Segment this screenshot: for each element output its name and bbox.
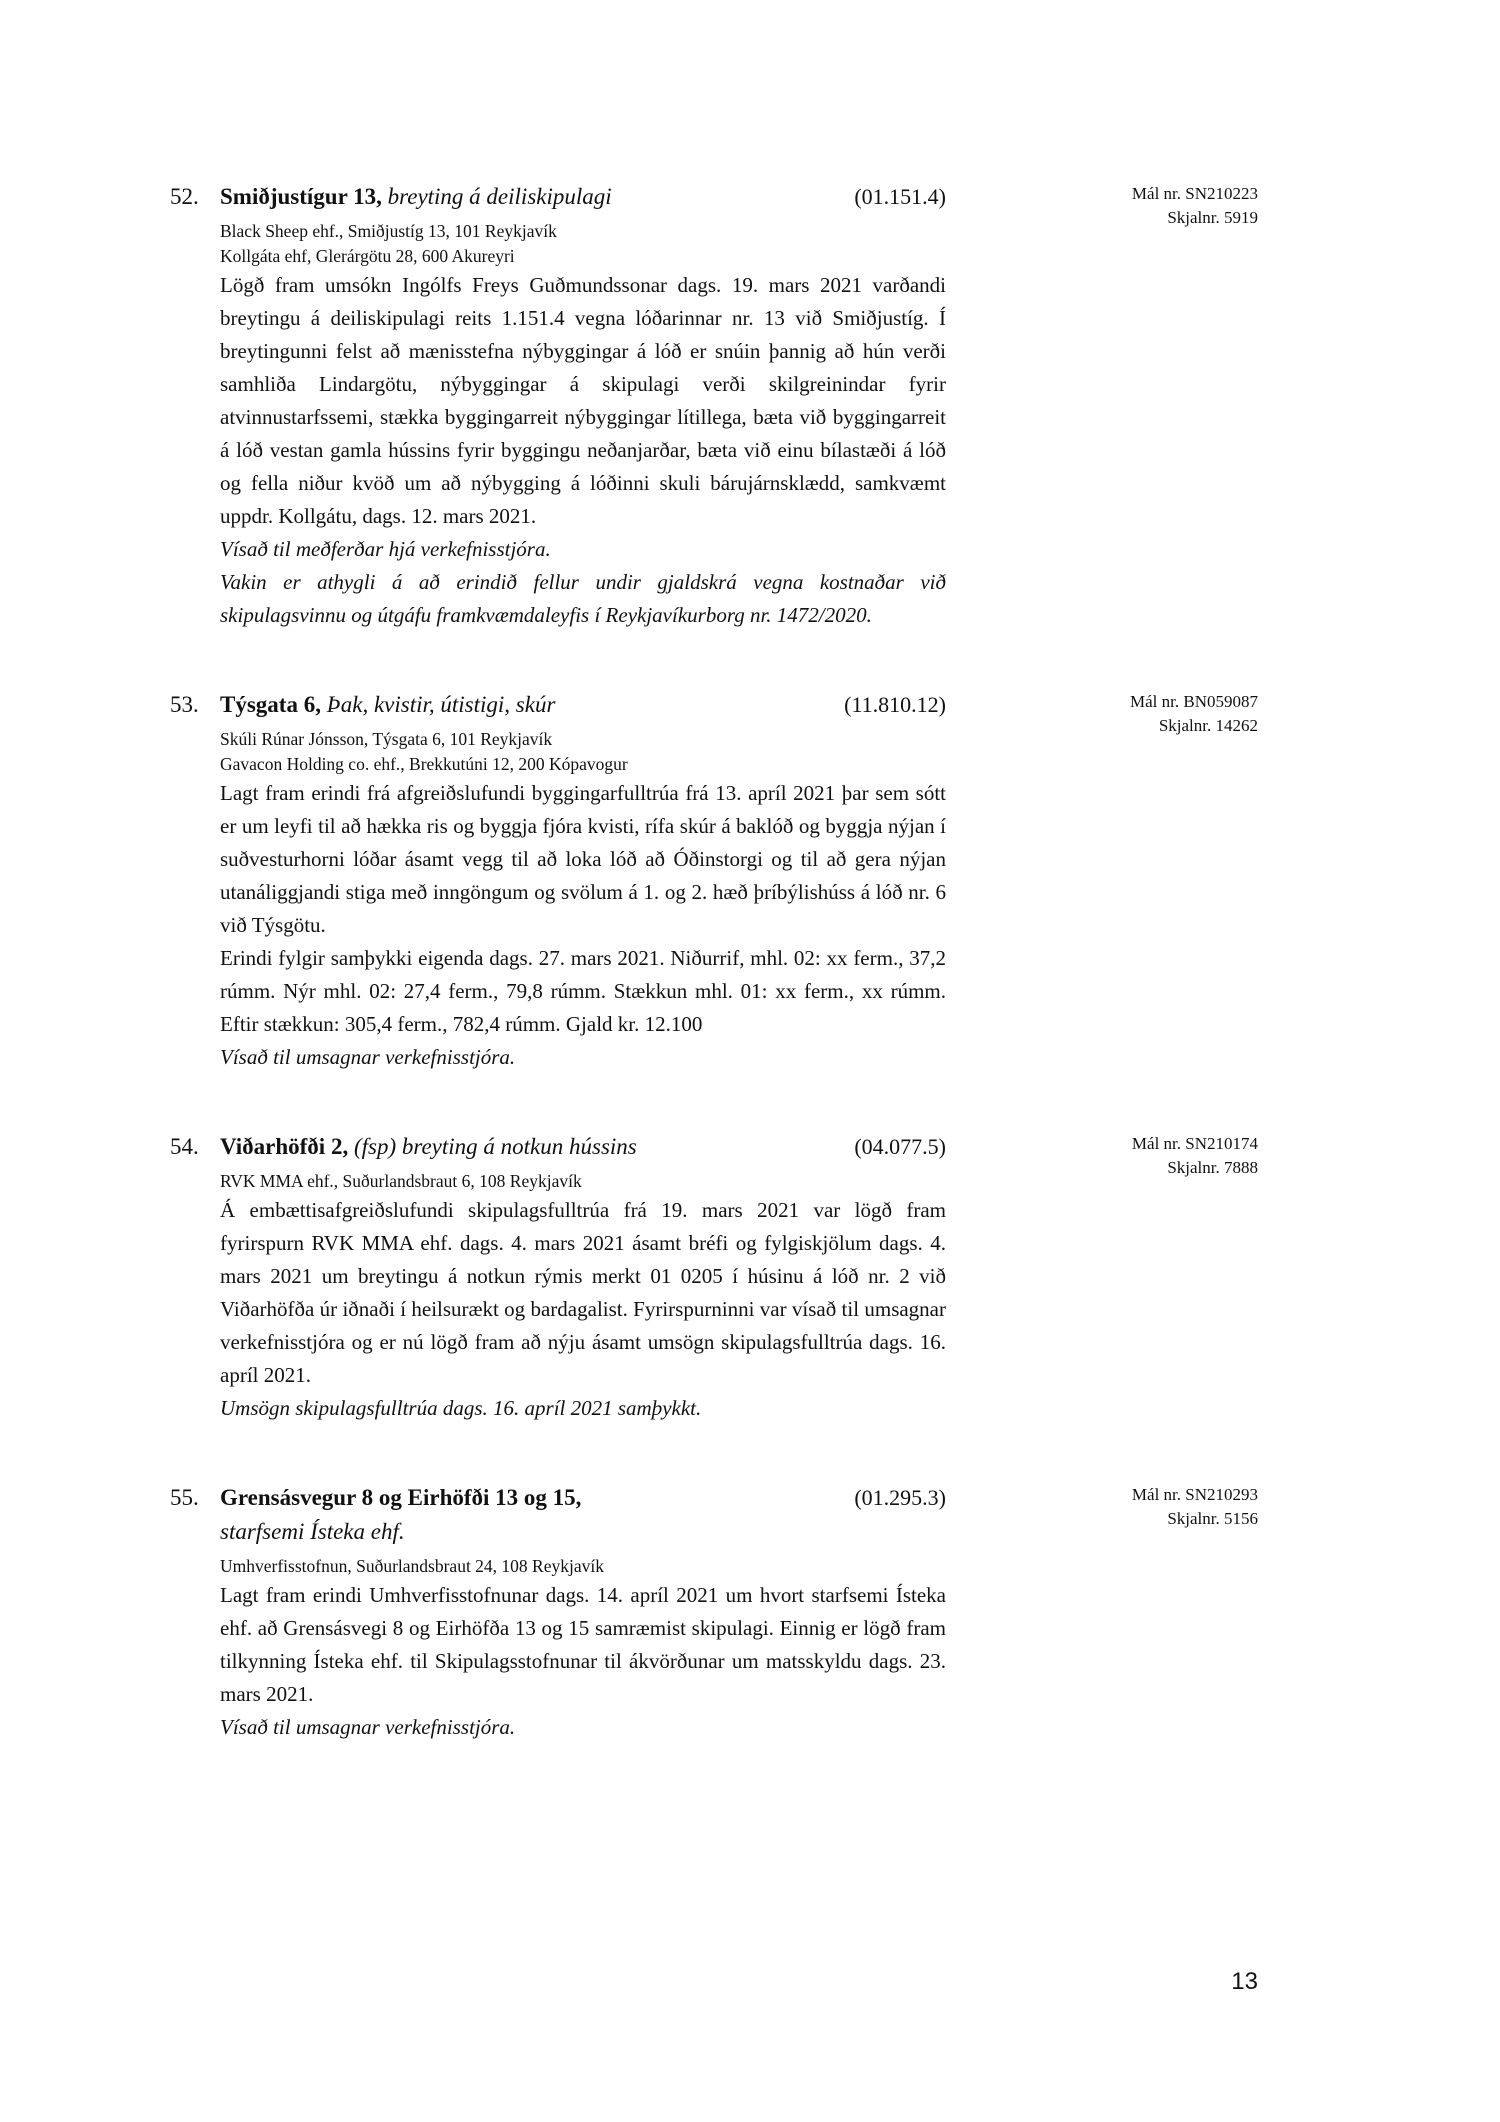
item-number: 53.: [170, 692, 199, 717]
item-plan-code: (11.810.12): [844, 692, 946, 717]
item-resolution: Vísað til umsagnar verkefnisstjóra.: [220, 1715, 516, 1739]
document-number: Skjalnr. 7888: [1167, 1158, 1258, 1177]
case-meta: [946, 182, 1258, 230]
case-meta: [946, 1483, 1258, 1531]
agenda-item-55: [170, 1481, 1258, 1744]
agenda-item-54: [170, 1130, 1258, 1425]
case-number: Mál nr. SN210174: [1131, 1134, 1258, 1153]
item-title-line: [220, 688, 946, 722]
item-title: [220, 688, 555, 722]
party-list: [220, 219, 946, 269]
item-resolution: Vísað til umsagnar verkefnisstjóra.: [220, 1045, 516, 1069]
party-line: Kollgáta ehf, Glerárgötu 28, 600 Akureyri: [220, 246, 515, 266]
document-number: Skjalnr. 14262: [1158, 716, 1258, 735]
page-number: 13: [1231, 1968, 1258, 1995]
agenda-item-53: [170, 688, 1258, 1074]
document-number: Skjalnr. 5156: [1167, 1509, 1258, 1528]
item-title-subject: starfsemi Ísteka ehf.: [220, 1519, 405, 1544]
document-number: Skjalnr. 5919: [1167, 208, 1258, 227]
item-resolution: Umsögn skipulagsfulltrúa dags. 16. apríl 2021 samþykkt.: [220, 1396, 702, 1420]
case-number: Mál nr. SN210223: [1131, 184, 1258, 203]
case-meta: [946, 1132, 1258, 1180]
item-title: [220, 180, 612, 214]
item-plan-code: (04.077.5): [854, 1134, 946, 1159]
item-body: Á embættisafgreiðslufundi skipulagsfulltrúa frá 19. mars 2021 var lögð fram fyrirspurn RVK MMA ehf. dags. 4. mars 2021 ásamt bréfi og fylgiskjölum dags. 4. mars 2021 um breytingu á notkun rýmis merkt 01 0205 í húsinu á lóð nr. 2 við Viðarhöfða úr iðnaði í heilsurækt og bardagalist. Fyrirspurninni var vísað til umsagnar verkefnisstjóra og er nú lögð fram að nýju ásamt umsögn skipulagsfulltrúa dags. 16. apríl 2021.: [220, 1198, 946, 1387]
item-fee-note: Vakin er athygli á að erindið fellur undir gjaldskrá vegna kostnaðar við skipulagsvinnu og útgáfu framkvæmdaleyfis í Reykjavíkurborg nr. 1472/2020.: [220, 570, 946, 627]
item-title-line: [220, 1130, 946, 1164]
item-number: 52.: [170, 184, 199, 209]
item-title-subject: breyting á deiliskipulagi: [387, 184, 612, 209]
case-number: Mál nr. BN059087: [1130, 692, 1258, 711]
item-title-subject: Þak, kvistir, útistigi, skúr: [326, 692, 556, 717]
item-title-line: [220, 180, 946, 214]
party-line: Skúli Rúnar Jónsson, Týsgata 6, 101 Reykjavík: [220, 729, 553, 749]
item-plan-code: (01.295.3): [854, 1485, 946, 1510]
item-plan-code: (01.151.4): [854, 184, 946, 209]
item-title: [220, 1481, 581, 1515]
agenda-item-52: [170, 180, 1258, 632]
item-number: 54.: [170, 1134, 199, 1159]
item-body: Lagt fram erindi Umhverfisstofnunar dags. 14. apríl 2021 um hvort starfsemi Ísteka ehf. að Grensásvegi 8 og Eirhöfða 13 og 15 samræmist skipulagi. Einnig er lögð fram tilkynning Ísteka ehf. til Skipulagsstofnunar til ákvörðunar um matsskyldu dags. 23. mars 2021.: [220, 1583, 946, 1706]
party-line: Gavacon Holding co. ehf., Brekkutúni 12, 200 Kópavogur: [220, 754, 628, 774]
case-number: Mál nr. SN210293: [1131, 1485, 1258, 1504]
item-body: Lögð fram umsókn Ingólfs Freys Guðmundssonar dags. 19. mars 2021 varðandi breytingu á deiliskipulagi reits 1.151.4 vegna lóðarinnar nr. 13 við Smiðjustíg. Í breytingunni felst að mænisstefna nýbyggingar á lóð er snúin þannig að hún verði samhliða Lindargötu, nýbyggingar á skipulagi verði skilgreinindar fyrir atvinnustarfssemi, stækka byggingarreit nýbyggingar lítillega, bæta við byggingarreit á lóð vestan gamla hússins fyrir byggingu neðanjarðar, bæta við einu bílastæði á lóð og fella niður kvöð um að nýbygging á lóðinni skuli bárujárnsklædd, samkvæmt uppdr. Kollgátu, dags. 12. mars 2021.: [220, 273, 946, 528]
item-body: Lagt fram erindi frá afgreiðslufundi byggingarfulltrúa frá 13. apríl 2021 þar sem sótt er um leyfi til að hækka ris og byggja fjóra kvisti, rífa skúr á baklóð og byggja nýjan í suðvesturhorni lóðar ásamt vegg til að loka lóð að Óðinstorgi og til að gera nýjan utanáliggjandi stiga með inngöngum og svölum á 1. og 2. hæð þríbýlishúss á lóð nr. 6 við Týsgötu.: [220, 781, 946, 937]
party-line: RVK MMA ehf., Suðurlandsbraut 6, 108 Reykjavík: [220, 1171, 582, 1191]
item-resolution: Vísað til meðferðar hjá verkefnisstjóra.: [220, 537, 551, 561]
item-title-address: Grensásvegur 8 og Eirhöfði 13 og 15,: [220, 1485, 582, 1510]
item-title: [220, 1130, 637, 1164]
item-measurements: Erindi fylgir samþykki eigenda dags. 27. mars 2021. Niðurrif, mhl. 02: xx ferm., 37,2 rúmm. Nýr mhl. 02: 27,4 ferm., 79,8 rúmm. Stækkun mhl. 01: xx ferm., xx rúmm. Eftir stækkun: 305,4 ferm., 782,4 rúmm. Gjald kr. 12.100: [220, 946, 946, 1036]
party-list: [220, 1554, 946, 1579]
item-title-address: Týsgata 6,: [220, 692, 321, 717]
item-title-address: Viðarhöfði 2,: [220, 1134, 349, 1159]
case-meta: [946, 690, 1258, 738]
party-line: Umhverfisstofnun, Suðurlandsbraut 24, 108 Reykjavík: [220, 1556, 604, 1576]
item-title-line: [220, 1481, 946, 1515]
item-number: 55.: [170, 1485, 199, 1510]
party-list: [220, 727, 946, 777]
party-line: Black Sheep ehf., Smiðjustíg 13, 101 Reykjavík: [220, 221, 557, 241]
item-title-address: Smiðjustígur 13,: [220, 184, 382, 209]
party-list: [220, 1169, 946, 1194]
item-title-subject: (fsp) breyting á notkun hússins: [353, 1134, 637, 1159]
